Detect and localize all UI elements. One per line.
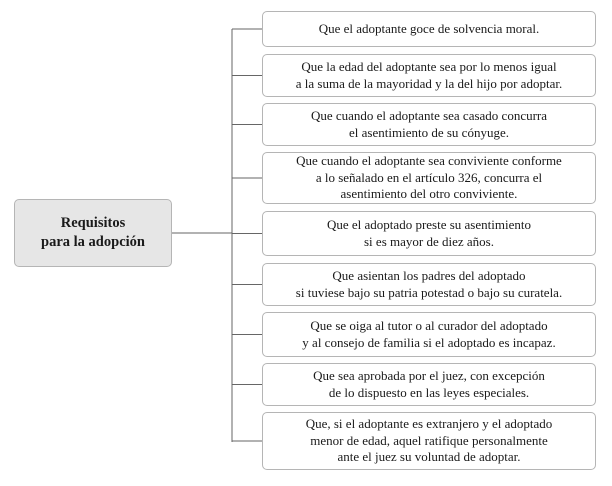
requirement-text: Que el adoptado preste su asentimiento si es mayor de diez años. <box>327 217 531 249</box>
requirement-box <box>262 363 596 406</box>
requirement-text: Que, si el adoptante es extranjero y el adoptado menor de edad, aquel ratifique personalmente ante el juez su voluntad de adoptar. <box>305 416 553 465</box>
requirement-box <box>262 54 596 97</box>
requirement-text: Que se oiga al tutor o al curador del adoptado y al consejo de familia si el adoptado es incapaz. <box>302 318 556 350</box>
requirement-box <box>262 312 596 357</box>
requirement-box <box>262 412 596 470</box>
requirement-text: Que el adoptante goce de solvencia moral. <box>318 20 540 36</box>
requirement-text: Que sea aprobada por el juez, con excepción de lo dispuesto en las leyes especiales. <box>313 368 545 400</box>
requirement-box <box>262 11 596 47</box>
root-node <box>14 199 172 267</box>
requirement-text: Que la edad del adoptante sea por lo menos igual a la suma de la mayoridad y la del hijo por adoptar. <box>295 59 563 91</box>
root-label: Requisitos para la adopción <box>41 215 145 250</box>
requirement-text: Que cuando el adoptante sea casado concurra el asentimiento de su cónyuge. <box>310 108 548 140</box>
requirement-box <box>262 152 596 204</box>
requirement-box <box>262 103 596 146</box>
requirement-box <box>262 211 596 256</box>
requirement-text: Que asientan los padres del adoptado si tuviese bajo su patria potestad o bajo su curatela. <box>295 268 563 300</box>
requirement-text: Que cuando el adoptante sea conviviente conforme a lo señalado en el artículo 326, concurra el asentimiento del otro conviviente. <box>296 153 562 202</box>
requirement-box <box>262 263 596 306</box>
